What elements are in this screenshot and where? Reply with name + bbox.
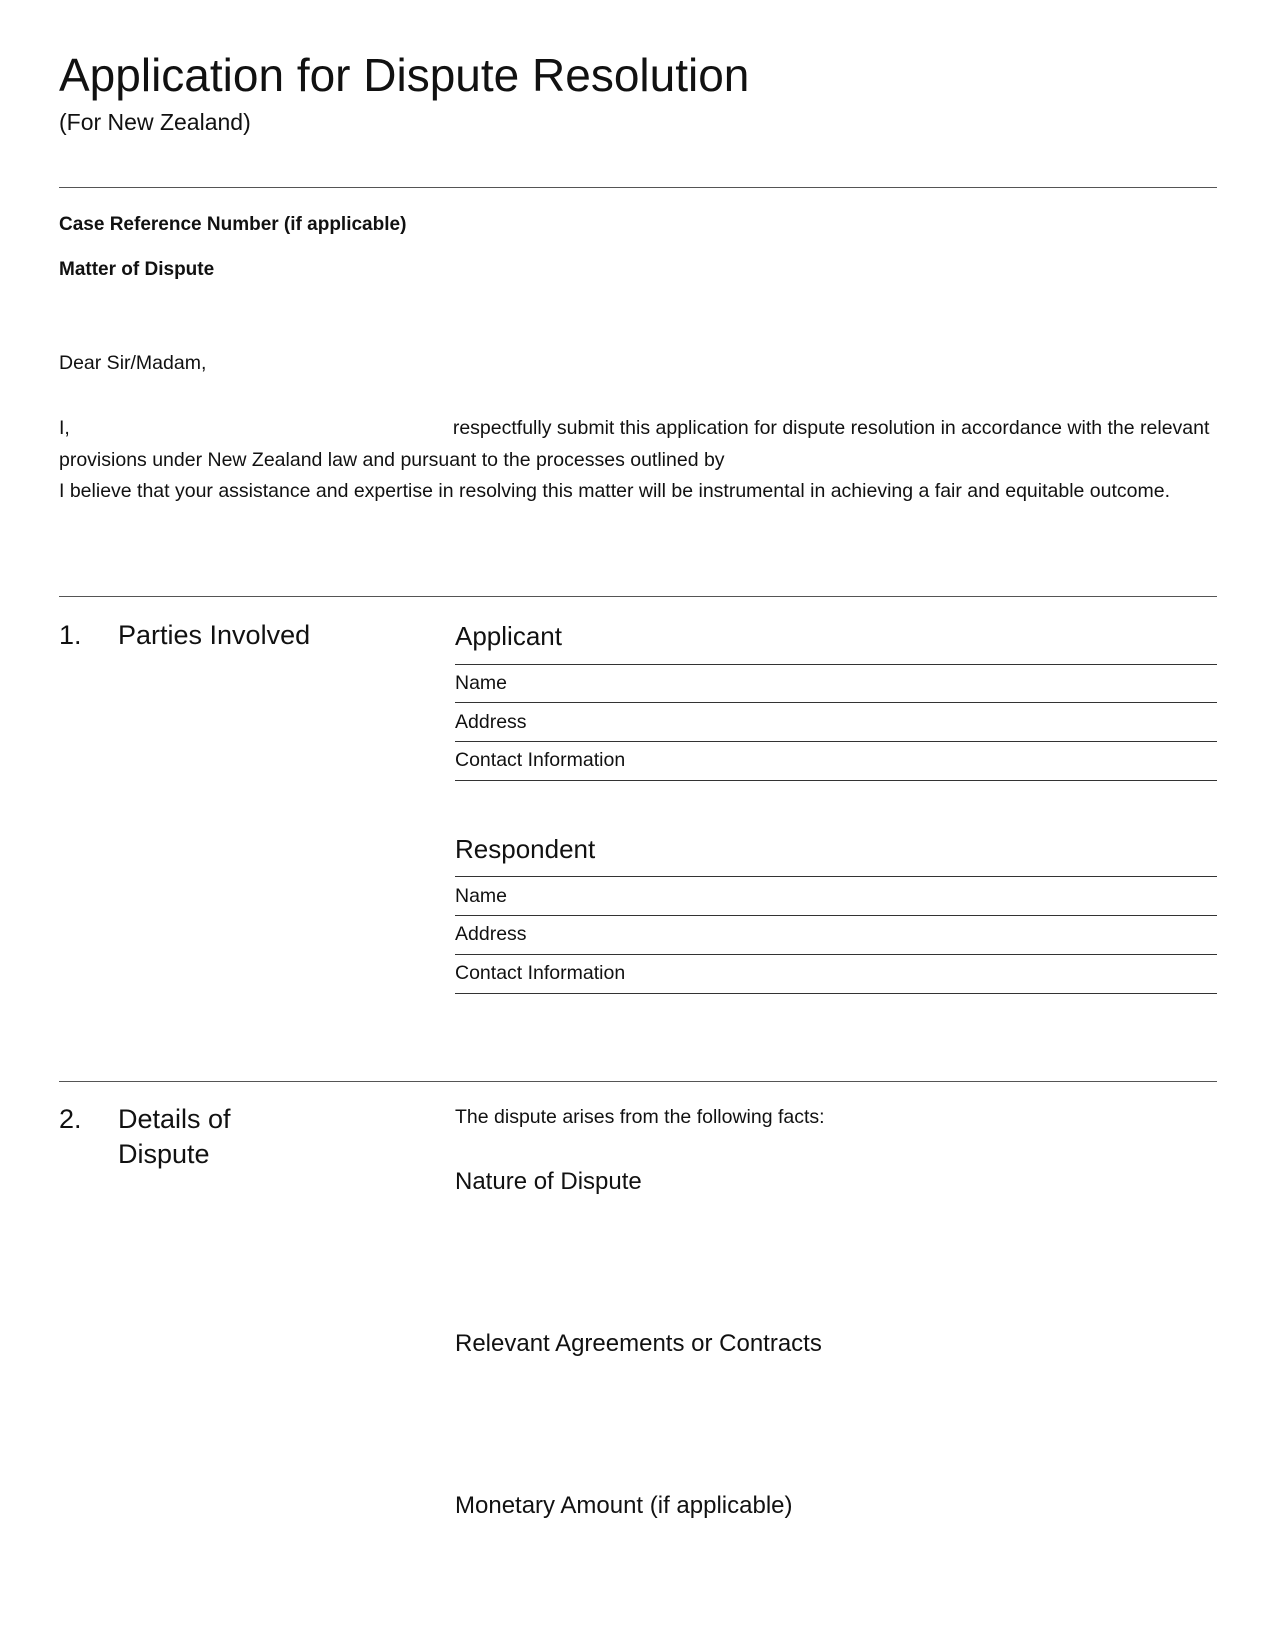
divider	[59, 187, 1217, 188]
respondent-address-field[interactable]: Address	[455, 923, 527, 945]
page-subtitle: (For New Zealand)	[59, 109, 251, 135]
section-2-number: 2.	[59, 1104, 82, 1134]
relevant-agreements-heading: Relevant Agreements or Contracts	[455, 1330, 822, 1357]
dispute-intro: The dispute arises from the following facts:	[455, 1106, 825, 1128]
matter-of-dispute-label: Matter of Dispute	[59, 259, 215, 280]
rule	[455, 993, 1217, 994]
monetary-amount-heading: Monetary Amount (if applicable)	[455, 1492, 793, 1519]
rule	[455, 915, 1217, 916]
rule	[455, 702, 1217, 703]
page-title: Application for Dispute Resolution	[59, 49, 750, 101]
rule	[455, 664, 1217, 665]
applicant-name-field[interactable]: Name	[455, 672, 508, 694]
section-1-number: 1.	[59, 620, 82, 650]
nature-of-dispute-heading: Nature of Dispute	[455, 1168, 642, 1195]
letter-prefix: I,	[59, 417, 70, 439]
rule	[455, 954, 1217, 955]
section-2-title-line2: Dispute	[118, 1139, 210, 1169]
section-1-title: Parties Involved	[118, 620, 311, 650]
applicant-heading: Applicant	[455, 621, 562, 651]
letter-paragraph	[59, 413, 1219, 508]
respondent-heading: Respondent	[455, 834, 596, 864]
case-reference-label: Case Reference Number (if applicable)	[59, 214, 407, 235]
section-2-title-line1: Details of	[118, 1104, 231, 1134]
applicant-contact-field[interactable]: Contact Information	[455, 749, 626, 771]
letter-line2: I believe that your assistance and expertise in resolving this matter will be instrumental in achieving a fair and equitable outcome.	[59, 480, 1171, 502]
rule	[455, 780, 1217, 781]
divider	[59, 1081, 1217, 1082]
respondent-contact-field[interactable]: Contact Information	[455, 962, 626, 984]
rule	[455, 741, 1217, 742]
respondent-name-field[interactable]: Name	[455, 885, 508, 907]
applicant-address-field[interactable]: Address	[455, 711, 527, 733]
letter-line1: respectfully submit this application for dispute resolution in accordance with the relevant provisions under New Zealand law and pursuant to the processes outlined by	[59, 417, 1210, 471]
salutation: Dear Sir/Madam,	[59, 352, 207, 374]
divider	[59, 596, 1217, 597]
rule	[455, 876, 1217, 877]
